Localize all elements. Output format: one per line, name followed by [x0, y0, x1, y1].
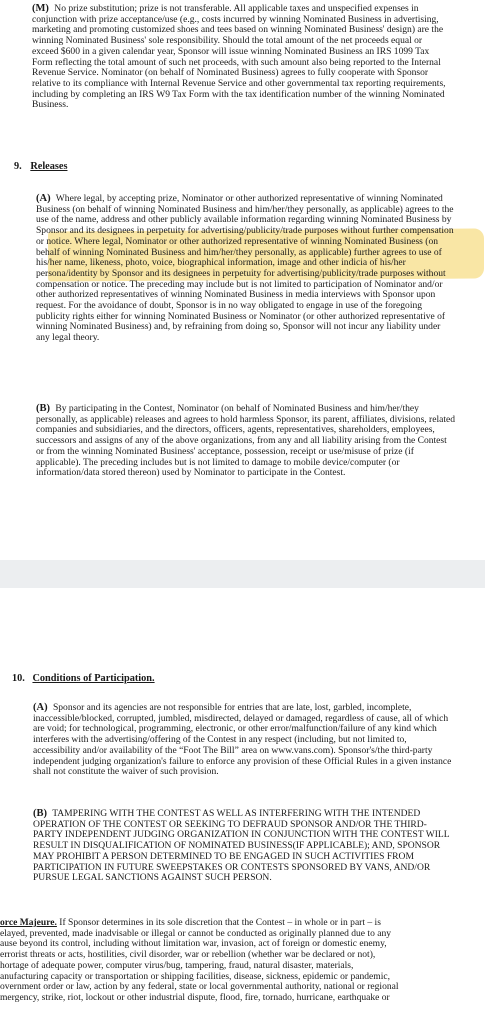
- force-majeure-line: elayed, prevented, made inadvisable or illegal or cannot be conducted as originally planned due to any: [0, 927, 392, 939]
- force-majeure-line: errorist threats or acts, hostilities, civil disorder, war or rebellion (whether war be declared or not),: [0, 949, 376, 961]
- section-9b-text: By participating in the Contest, Nominator (on behalf of Nominated Business and him/her/they personally, as applicable) releases and agrees to hold harmless Sponsor, its parent, affiliates, divisions, related companies and subsidiaries, and the directors, officers, agents, representatives, shareholders, employees, successors and assigns of any of the above organizations, from any and all liability arising from the Contest or from the winning Nominated Business' acceptance, possession, receipt or use/misuse of prize (if applicable). The preceding includes but is not limited to damage to mobile device/computer (or information/data stored thereon) used by Nominator to participate in the Contest.: [36, 403, 456, 479]
- section-10b-paragraph: [33, 809, 453, 884]
- section-9-title: Releases: [30, 161, 68, 172]
- section-10a-label: (A): [33, 702, 48, 713]
- force-majeure-line: hortage of adequate power, computer virus/bug, tampering, fraud, natural disaster, materials,: [0, 959, 354, 971]
- section-m-label: (M): [32, 3, 49, 14]
- section-m-paragraph: [32, 4, 450, 111]
- force-majeure-line: overnment order or law, action by any federal, state or local governmental authority, national or regional: [0, 981, 399, 993]
- force-majeure-title: orce Majeure.: [0, 917, 57, 928]
- section-9-heading: [14, 161, 67, 173]
- section-9b-paragraph: [36, 404, 456, 479]
- section-9a-paragraph: [36, 194, 456, 344]
- section-10b-label: (B): [33, 808, 47, 819]
- force-majeure-line: mergency, strike, riot, lockout or other industrial dispute, flood, fire, tornado, hurricane, earthquake or: [0, 991, 390, 1003]
- section-10a-text: Sponsor and its agencies are not responsible for entries that are late, lost, garbled, incomplete, inaccessible/blocked, corrupted, jumbled, misdirected, delayed or damaged, regardless of cause, all of which are void; for technological, programming, electronic, or other error/malfunction/failure of any kind which interferes with the advertising/offering of the Contest in any respect (including, but not limited to, accessibility and/or availability of the “Foot The Bill” area on www.vans.com). Sponsor's/the third-party independent judging organization's failure to enforce any provision of these Official Rules in a given instance shall not constitute the waiver of such provision.: [33, 702, 452, 778]
- force-majeure-line: ause beyond its control, including without limitation war, invasion, act of foreign or domestic enemy,: [0, 938, 387, 950]
- section-9a-text: Where legal, by accepting prize, Nominator or other authorized representative of winning Nominated Business (on behalf of winning Nominated Business and him/her/they personally, as applicable) agrees to the use of the name, address and other publicly available information regarding winning Nominated Business by Sponsor and its designees in perpetuity for advertising/publicity/trade purposes without further compensation or notice. Where legal, Nominator or other authorized representative of winning Nominated Business (on behalf of winning Nominated Business and him/her/they personally, as applicable) further agrees to use of his/her name, likeness, photo, voice, biographical information, image and other indicia of his/her persona/identity by Sponsor and its designees in perpetuity for advertising/publicity/trade purposes without compensation or notice. The preceding may include but is not limited to participation of Nominator and/or other authorized representatives of winning Nominated Business in media interviews with Sponsor upon request. For the avoidance of doubt, Sponsor is in no way obligated to engage in use of the foregoing publicity rights either for winning Nominated Business or Nominator (or other authorized representative of winning Nominated Business) and, by refraining from doing so, Sponsor will not incur any liability under any legal theory.: [36, 193, 454, 344]
- section-9a-label: (A): [36, 193, 51, 204]
- section-10a-paragraph: [33, 703, 453, 778]
- force-majeure-line: anufacturing capacity or transportation or shipping facilities, disease, sickness, epidemic or pandemic,: [0, 970, 390, 982]
- section-9-number: 9.: [14, 161, 22, 172]
- section-10-title: Conditions of Participation.: [32, 673, 155, 684]
- page-separator: [0, 560, 485, 588]
- section-m-text: No prize substitution; prize is not transferable. All applicable taxes and unspecified expenses in conjunction with prize acceptance/use (e.g., costs incurred by winning Nominated Business in advertising, marketing and promoting customized shoes and tees based on winning Nominated Business' design) are the winning Nominated Business' sole responsibility. Should the total amount of the net proceeds equal or exceed $600 in a given calendar year, Sponsor will issue winning Nominated Business an IRS 1099 Tax Form reflecting the total amount of such net proceeds, with such amount also being reported to the Internal Revenue Service. Nominator (on behalf of Nominated Business) agrees to fully cooperate with Sponsor relative to its compliance with Internal Revenue Service and other governmental tax reporting requirements, including by completing an IRS W9 Tax Form with the tax identification number of the winning Nominated Business.: [32, 3, 446, 111]
- force-majeure-line: If Sponsor determines in its sole discretion that the Contest – in whole or in part – is: [59, 917, 381, 928]
- section-10-number: 10.: [12, 673, 25, 684]
- force-majeure-paragraph: [0, 918, 485, 1004]
- section-9b-label: (B): [36, 403, 50, 414]
- section-10-heading: [12, 673, 155, 685]
- section-10b-text: TAMPERING WITH THE CONTEST AS WELL AS INTERFERING WITH THE INTENDED OPERATION OF THE CONTEST OR SEEKING TO DEFRAUD SPONSOR AND/OR THE THIRD-PARTY INDEPENDENT JUDGING ORGANIZATION IN CONJUNCTION WITH THE CONTEST WILL RESULT IN DISQUALIFICATION OF NOMINATED BUSINESS(IF APPLICABLE); AND, SPONSOR MAY PROHIBIT A PERSON DETERMINED TO BE ENGAGED IN SUCH ACTIVITIES FROM PARTICIPATION IN FUTURE SWEEPSTAKES OR CONTESTS SPONSORED BY VANS, AND/OR PURSUE LEGAL SANCTIONS AGAINST SUCH PERSON.: [33, 808, 450, 884]
- document-page-2: [0, 588, 485, 1024]
